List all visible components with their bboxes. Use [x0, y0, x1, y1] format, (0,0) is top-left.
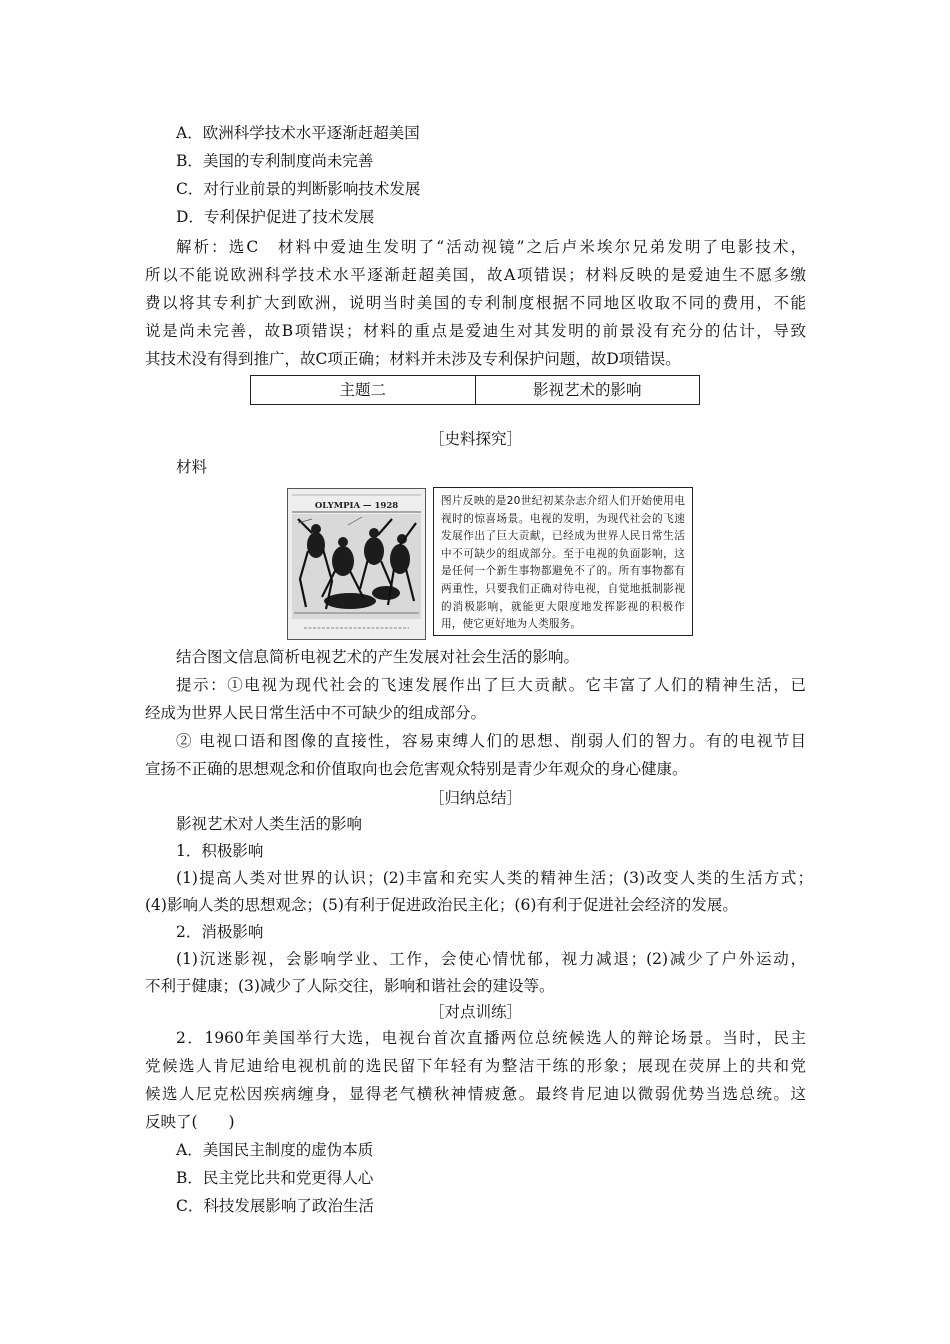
section-summary-heading: ［归纳总结］: [428, 789, 522, 807]
topic-title: 影视艺术的影响: [475, 376, 700, 405]
q2-option-a: A．美国民主制度的虚伪本质: [176, 1141, 374, 1159]
q1-option-d: D．专利保护促进了技术发展: [176, 208, 375, 226]
cartoon-illustration: [288, 489, 425, 639]
hint-line-3: ② 电视口语和图像的直接性，容易束缚人们的思想、削弱人们的智力。有的电视节目: [176, 732, 806, 750]
analysis-line-3: 费以将其专利扩大到欧洲，说明当时美国的专利制度根据不同地区收取不同的费用，不能: [145, 294, 806, 312]
negative-line-2: 不利于健康；(3)减少了人际交往，影响和谐社会的建设等。: [145, 977, 555, 995]
q1-option-b: B．美国的专利制度尚未完善: [176, 152, 374, 170]
q1-option-a: A．欧洲科学技术水平逐渐赶超美国: [176, 124, 420, 142]
negative-line-1: (1)沉迷影视，会影响学业、工作，会使心情忧郁，视力减退；(2)减少了户外运动，: [176, 950, 806, 968]
analysis-line-1: 解析：选C 材料中爱迪生发明了“活动视镜”之后卢米埃尔兄弟发明了电影技术，: [176, 238, 806, 256]
positive-heading: 1．积极影响: [176, 842, 264, 860]
figure-caption-text: 图片反映的是20世纪初某杂志介绍人们开始使用电视时的惊喜场景。电视的发明，为现代社会的飞速发展作出了巨大贡献，已经成为世界人民日常生活中不可缺少的组成部分。至于电视的负面影响，这是任何一个新生事物都避免不了的。所有事物都有两重性，只要我们正确对待电视，自觉地抵制影视的消极影响，就能更大限度地发挥影视的积极作用，使它更好地为人类服务。: [441, 495, 685, 631]
hint-line-2: 经成为世界人民日常生活中不可缺少的组成部分。: [145, 704, 487, 722]
q2-line-3: 候选人尼克松因疾病缠身，显得老气横秋神情疲惫。最终肯尼迪以微弱优势当选总统。这: [145, 1085, 806, 1103]
hint-line-4: 宣扬不正确的思想观念和价值取向也会危害观众特别是青少年观众的身心健康。: [145, 760, 688, 778]
section-source-heading: ［史料探究］: [428, 430, 522, 448]
cartoon-figure: [287, 488, 426, 640]
negative-heading: 2．消极影响: [176, 923, 264, 941]
topic-number: 主题二: [251, 376, 476, 405]
positive-line-2: (4)影响人类的思想观念；(5)有利于促进政治民主化；(6)有利于促进社会经济的发展。: [145, 896, 738, 914]
q2-option-b: B．民主党比共和党更得人心: [176, 1169, 374, 1187]
analysis-line-4: 说是尚未完善，故B项错误；材料的重点是爱迪生对其发明的前景没有充分的估计，导致: [145, 322, 806, 340]
positive-line-1: (1)提高人类对世界的认识；(2)丰富和充实人类的精神生活；(3)改变人类的生活方式；: [176, 869, 813, 887]
summary-title: 影视艺术对人类生活的影响: [176, 815, 363, 833]
q2-option-c: C．科技发展影响了政治生活: [176, 1197, 374, 1215]
question-prompt: 结合图文信息简析电视艺术的产生发展对社会生活的影响。: [176, 648, 580, 666]
analysis-line-2: 所以不能说欧洲科学技术水平逐渐赶超美国，故A项错误；材料反映的是爱迪生不愿多缴: [145, 266, 806, 284]
figure-caption-box: [433, 487, 693, 636]
q2-line-1: 2．1960年美国举行大选，电视台首次直播两位总统候选人的辩论场景。当时，民主: [176, 1029, 806, 1047]
figure-header: OLYMPIA — 1928: [314, 501, 399, 511]
q1-option-c: C．对行业前景的判断影响技术发展: [176, 180, 421, 198]
section-practice-heading: ［对点训练］: [428, 1003, 522, 1021]
analysis-line-5: 其技术没有得到推广，故C项正确；材料并未涉及专利保护问题，故D项错误。: [145, 350, 681, 368]
q2-line-2: 党候选人肯尼迪给电视机前的选民留下年轻有为整洁干练的形象；展现在荧屏上的共和党: [145, 1057, 806, 1075]
topic-table: [250, 375, 700, 405]
q2-line-4: 反映了( ): [145, 1113, 235, 1131]
hint-line-1: 提示：①电视为现代社会的飞速发展作出了巨大贡献。它丰富了人们的精神生活，已: [176, 676, 806, 694]
material-label: 材料: [176, 458, 208, 476]
